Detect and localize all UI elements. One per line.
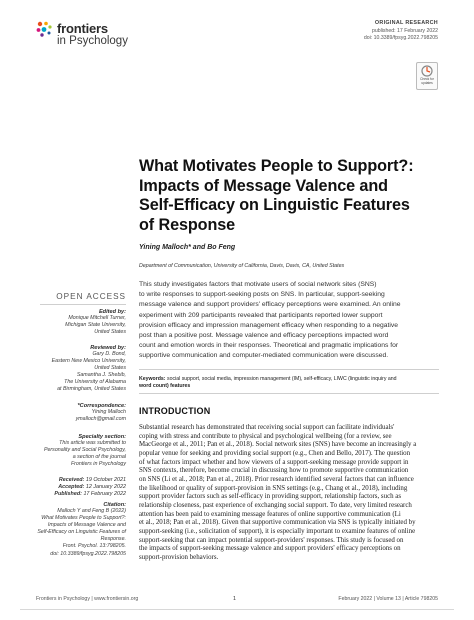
published-value: 17 February 2022 xyxy=(83,491,126,498)
body-line: et al., 2018; Pan et al., 2018). Given that supportive communication via SNS is typically initiated by xyxy=(139,519,416,527)
citation-line: Self-Efficacy on Linguistic Features of xyxy=(37,529,126,536)
published-date: published: 17 February 2022 xyxy=(371,28,438,34)
body-line: Substantial research has demonstrated that receiving social support can facilitate individuals' xyxy=(139,424,395,431)
editor-line: United States xyxy=(94,329,126,336)
editor-line: Monique Mitchell Turner, xyxy=(68,315,126,321)
keywords-text: social support, social media, impression management (IM), self-efficacy, LIWC (linguistic inquiry and xyxy=(166,376,397,382)
check-updates-icon xyxy=(421,65,433,77)
edited-by-label: Edited by: xyxy=(98,309,126,315)
reviewer-line: at Birmingham, United States xyxy=(57,386,126,393)
body-line: the likelihood or quality of support-provision in SNS settings (e.g., Chang et al., 2018), including xyxy=(139,484,408,492)
affiliation: Department of Communication, University of California, Davis, Davis, CA, United States xyxy=(139,263,345,269)
specialty-line: Frontiers in Psychology xyxy=(70,461,126,468)
abstract-line: provision efficacy and impression management efficacy when responding to a negative xyxy=(139,321,399,329)
editor-line: Michigan State University, xyxy=(65,322,126,329)
reviewer-line: Eastern New Mexico University, xyxy=(51,358,126,365)
citation-label: Citation: xyxy=(103,502,126,508)
body-line: support-provision behaviors. xyxy=(139,553,219,561)
body-line: of what factors impact whether and how viewers of a support-seeking message provide support in xyxy=(139,458,409,466)
abstract-line: This study investigates factors that motivate users of social network sites (SNS) xyxy=(139,281,377,288)
reviewer-line: United States xyxy=(94,365,126,372)
doi-link[interactable]: doi: 10.3389/fpsyg.2022.798205 xyxy=(363,35,438,41)
abstract-line: experiment with 209 participants revealed that participants reported lower support xyxy=(139,311,383,319)
article-type: ORIGINAL RESEARCH xyxy=(374,20,438,26)
published-label: Published: xyxy=(54,491,82,498)
title-line: Self-Efficacy on Linguistic Features xyxy=(139,196,410,214)
correspondence-label: *Correspondence: xyxy=(77,403,126,409)
abstract-line: supportive communication and computer-mediated communication were discussed. xyxy=(139,352,389,360)
body-line: support-seeking (i.e., solicitation of support), it is especially important to examine features of online xyxy=(139,527,416,535)
check-updates-label: Check for updates xyxy=(420,77,434,85)
footer-divider xyxy=(20,609,454,610)
correspondence-email[interactable]: ymalloch@gmail.com xyxy=(75,416,126,423)
body-line: MacGeorge et al., 2011; Pan et al., 2018). Social network sites (SNS) have become an increasingly a xyxy=(139,441,417,449)
keywords-divider xyxy=(139,393,439,394)
edited-by xyxy=(20,309,126,336)
reviewed-by xyxy=(20,345,126,394)
authors[interactable]: Yining Malloch* and Bo Feng xyxy=(139,244,236,251)
reviewer-line: The University of Alabama xyxy=(64,379,126,386)
article-dates xyxy=(20,477,126,499)
section-heading-introduction: INTRODUCTION xyxy=(139,406,211,416)
specialty-line: a section of the journal xyxy=(72,454,126,461)
body-line: the impacts of support-seeking message valence and support providers' efficacy perceptions on xyxy=(139,545,401,553)
journal-name: in Psychology xyxy=(57,35,128,47)
correspondence-name: Yining Malloch xyxy=(91,409,126,415)
footer-volume-info: February 2022 | Volume 13 | Article 798205 xyxy=(338,596,438,602)
correspondence xyxy=(20,403,126,423)
published-date-sidebar xyxy=(20,491,126,498)
body-line: support-seeking that can impact potential support-providers' responses. This study is focused on xyxy=(139,536,404,544)
body-line: popular venue for seeking and providing social support (e.g., Chen and Bello, 2017). The question xyxy=(139,449,411,457)
body-line: attention has been paid to examining message features of online supportive communication (Li xyxy=(139,510,401,518)
page-number: 1 xyxy=(233,596,236,602)
citation-line: Malloch Y and Feng B (2022) xyxy=(57,508,126,514)
reviewed-by-label: Reviewed by: xyxy=(90,345,126,351)
brand-name: frontiers xyxy=(57,21,108,36)
body-line: relationship closeness, past experience of exchanging social support. To date, very limited research xyxy=(139,501,412,509)
citation-line: Response. xyxy=(100,536,126,543)
title-line: What Motivates People to Support?: xyxy=(139,157,414,175)
accepted-label: Accepted: xyxy=(58,484,85,491)
open-access-label: OPEN ACCESS xyxy=(56,292,126,301)
body-line: coping with stress and contribute to physical and psychological wellbeing (for a review, see xyxy=(139,432,392,440)
sidebar-divider xyxy=(40,304,126,305)
abstract xyxy=(139,280,439,362)
title-line: of Response xyxy=(139,215,236,234)
received-label: Received: xyxy=(58,477,85,483)
frontiers-logo-icon xyxy=(35,20,53,38)
introduction-body xyxy=(139,424,441,563)
citation-line: Impacts of Message Valence and xyxy=(47,522,126,529)
specialty-line: This article was submitted to xyxy=(59,440,126,446)
reviewer-line: Samantha J. Shebib, xyxy=(76,372,126,379)
check-for-updates-button[interactable] xyxy=(416,62,438,90)
keywords-label: Keywords: xyxy=(139,376,166,382)
specialty-section xyxy=(20,434,126,468)
abstract-divider xyxy=(139,369,439,370)
accepted-date xyxy=(20,484,126,491)
received-date xyxy=(20,477,126,484)
specialty-label: Specialty section: xyxy=(78,434,126,440)
body-line: support provider factors such as self-efficacy in providing support, relationship factors, such as xyxy=(139,493,402,501)
accepted-value: 12 January 2022 xyxy=(85,484,126,491)
title-line: Impacts of Message Valence and xyxy=(139,176,388,195)
footer-journal-link[interactable]: Frontiers in Psychology | www.frontiersin.org xyxy=(36,596,139,602)
body-line: SNS contexts, therefore, become crucial in discussing how to promote supportive communication xyxy=(139,467,409,475)
citation-line: What Motivates People to Support?: xyxy=(41,515,126,522)
journal-logo[interactable] xyxy=(57,22,128,48)
abstract-line: to write responses to support-seeking posts on SNS. In particular, support-seeking xyxy=(139,291,385,299)
body-line: on SNS (Li et al., 2018; Pan et al., 2018). Prior research identified several factors that can influence xyxy=(139,475,414,483)
citation xyxy=(20,502,126,558)
citation-doi[interactable]: doi: 10.3389/fpsyg.2022.798205 xyxy=(50,550,126,557)
citation-line: Front. Psychol. 13:798205. xyxy=(62,543,126,550)
abstract-line: post than a positive post. Message valence and efficacy perceptions impacted word xyxy=(139,332,389,340)
abstract-line: message valence and support providers' efficacy perceptions were examined. An online xyxy=(139,301,401,309)
received-value: 19 October 2021 xyxy=(85,477,126,483)
reviewer-line: Gary D. Bond, xyxy=(92,351,126,357)
keywords xyxy=(139,376,439,391)
keywords-text: word count) features xyxy=(139,383,191,390)
specialty-line: Personality and Social Psychology, xyxy=(43,447,126,454)
abstract-line: count and emotion words in their responses. Theoretical and pragmatic implications for xyxy=(139,342,399,350)
article-title xyxy=(139,157,439,235)
